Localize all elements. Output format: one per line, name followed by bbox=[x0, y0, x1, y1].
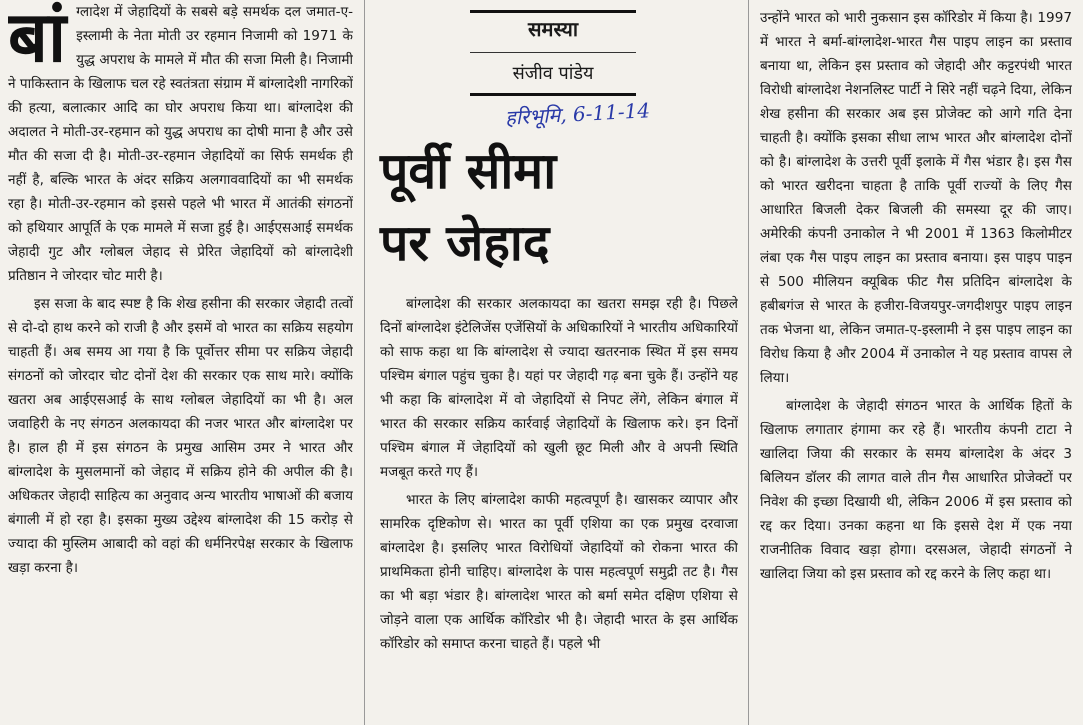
article-paragraph: ग्लादेश में जेहादियों के सबसे बड़े समर्थक दल जमात-ए-इस्लामी के नेता मोती उर रहमान निजामी को 1971 के युद्ध अपराध के मामले में मौत की सजा मिली है। निजामी ने पाकिस्तान के खिलाफ चल रहे स्वतंत्रता संग्राम में बांग्लादेशी नागरिकों की हत्या, बलात्कार आदि का घोर अपराध किया था। बांग्लादेश की अदालत ने मोती-उर-रहमान को युद्ध अपराध का दोषी माना है और उसे मौत की सजा दी है। मोती-उर-रहमान जेहादियों का सिर्फ समर्थक ही नहीं है, बल्कि भारत के अंदर सक्रिय अलगाववादियों का भी समर्थक रहा है। मोती-उर-रहमान को इससे पहले भी भारत में आतंकी संगठनों को हथियार आपूर्ति के एक मामले में सजा हुई है। आईएसआई समर्थक जेहादी गुट और ग्लोबल जेहाद से प्रेरित जेहादियों को बांग्लादेशी प्रतिष्ठान ने जोरदार चोट मारी है। bbox=[8, 4, 353, 284]
section-label-box bbox=[470, 12, 636, 44]
article-column-middle bbox=[380, 292, 738, 725]
handwritten-date-note: हरिभूमि, 6-11-14 bbox=[504, 98, 651, 130]
article-paragraph: उन्होंने भारत को भारी नुकसान इस कॉरिडोर में किया है। 1997 में भारत ने बर्मा-बांग्लादेश-भारत गैस पाइप लाइन का प्रस्ताव बनाया था, लेकिन इस प्रस्ताव को जेहादी और कट्टरपंथी भारत विरोधी बांग्लादेश नेशनलिस्ट पार्टी ने सिरे नहीं चढ़ने दिया, लेकिन शेख हसीना की सरकार अब इस प्रोजेक्ट को आगे गति देना चाहती है। क्योंकि इसका सीधा लाभ भारत और बांग्लादेश दोनों को है। बांग्लादेश के उत्तरी पूर्वी इलाके में गैस भंडार है। इस गैस को भारत खरीदना चाहता है ताकि पूर्वी राज्यों के लिए गैस आधारित बिजली देकर बिजली की समस्या दूर की जाए। अमेरिकी कंपनी उनाकोल ने भी 2001 में 1363 किलोमीटर लंबा एक गैस पाइप लाइन का प्रस्ताव बनाया। इस पाइप पाइन से 500 मीलियन क्यूबिक फीट गैस प्रतिदिन बांग्लादेश के हबीबगंज से भारत के हजीरा-विजयपुर-जगदीशपुर पाइप लाइन तक भेजना था, लेकिन जमात-ए-इस्लामी ने इस पाइप लाइन का विरोध किया है और 2004 में उनाकोल ने यह प्रस्ताव वापस ले लिया। bbox=[760, 10, 1072, 386]
headline-line-2: पर जेहाद bbox=[380, 214, 550, 272]
headline bbox=[380, 135, 710, 279]
column-divider bbox=[748, 0, 749, 725]
byline-box bbox=[470, 52, 636, 96]
column-divider bbox=[364, 0, 365, 725]
article-column-right bbox=[760, 6, 1072, 725]
article-paragraph: इस सजा के बाद स्पष्ट है कि शेख हसीना की सरकार जेहादी तत्वों से दो-दो हाथ करने को राजी है और इसमें वो भारत का सक्रिय सहयोग चाहती हैं। अब समय आ गया है कि पूर्वोत्तर सीमा पर सक्रिय जेहादी संगठनों को जोरदार चोट दोनों देश की सरकार एक साथ मारे। क्योंकि खतरा अब आईएसआई के साथ ग्लोबल जेहादियों का भी है। अल जवाहिरी के नए संगठन अलकायदा की नजर भारत और बांग्लादेश पर है। हाल ही में इस संगठन के प्रमुख आसिम उमर ने भारत और बांग्लादेश के मुसलमानों को जेहाद में सक्रिय होने की अपील की है। अधिकतर जेहादी साहित्य का अनुवाद अन्य भारतीय भाषाओं की बजाय बंगाली में हो रहा है। इसका मुख्य उद्देश्य बांग्लादेश की 15 करोड़ से ज्यादा की मुस्लिम आबादी को वहां की धर्मनिरपेक्ष सरकार के खिलाफ खड़ा करना है। bbox=[8, 296, 353, 576]
article-column-left bbox=[8, 0, 353, 725]
section-label: समस्या bbox=[527, 16, 579, 41]
headline-line-1: पूर्वी सीमा bbox=[380, 142, 557, 200]
dropcap: बां bbox=[8, 0, 67, 78]
article-paragraph: भारत के लिए बांग्लादेश काफी महत्वपूर्ण है। खासकर व्यापार और सामरिक दृष्टिकोण से। भारत का पूर्वी एशिया का एक प्रमुख दरवाजा बांग्लादेश है। इसलिए भारत विरोधियों जेहादियों को रोकना भारत की प्राथमिकता होनी चाहिए। बांग्लादेश के पास महत्वपूर्ण समुद्री तट है। गैस का भी बड़ा भंडार है। बांग्लादेश भारत को बर्मा समेत दक्षिण एशिया से जोड़ने वाला एक आर्थिक कॉरिडोर भी है। जेहादी भारत के इस आर्थिक कॉरिडोर को समाप्त करना चाहते हैं। पहले भी bbox=[380, 492, 738, 652]
author-byline: संजीव पांडेय bbox=[512, 63, 594, 84]
article-paragraph: बांग्लादेश की सरकार अलकायदा का खतरा समझ रही है। पिछले दिनों बांग्लादेश इंटेलिजेंस एजेंसियों के अधिकारियों ने भारतीय अधिकारियों को साफ कहा था कि बांग्लादेश से ज्यादा खतरनाक स्थित में इस समय पश्चिम बंगाल पहुंच चुका है। यहां पर जेहादी गढ़ बना चुके हैं। उन्होंने यह भी कहा कि बांग्लादेश में वो जेहादियों से निपट लेंगे, लेकिन बंगाल में भारत की सरकार सक्रिय कार्रवाई जेहादियों के खिलाफ करे। इन दिनों पश्चिम बंगाल में जेहादियों को खुली छूट मिली और वे अपनी स्थिति मजबूत करते गए हैं। bbox=[380, 296, 738, 480]
article-paragraph: बांग्लादेश के जेहादी संगठन भारत के आर्थिक हितों के खिलाफ लगातार हंगामा कर रहे हैं। भारतीय कंपनी टाटा ने खालिदा जिया की सरकार के समय बांग्लादेश के अंदर 3 बिलियन डॉलर की लागत वाले तीन गैस आधारित प्रोजेक्टों पर निवेश की इच्छा दिखायी थी, लेकिन 2006 में इस प्रस्ताव को रद्द कर दिया। उनका कहना था कि इससे देश में एक नया राजनीतिक विवाद खड़ा होगा। दरसअल, जेहादी संगठनों ने खालिदा जिया को इस प्रस्ताव को रद्द करने के लिए कहा था। bbox=[760, 398, 1072, 582]
